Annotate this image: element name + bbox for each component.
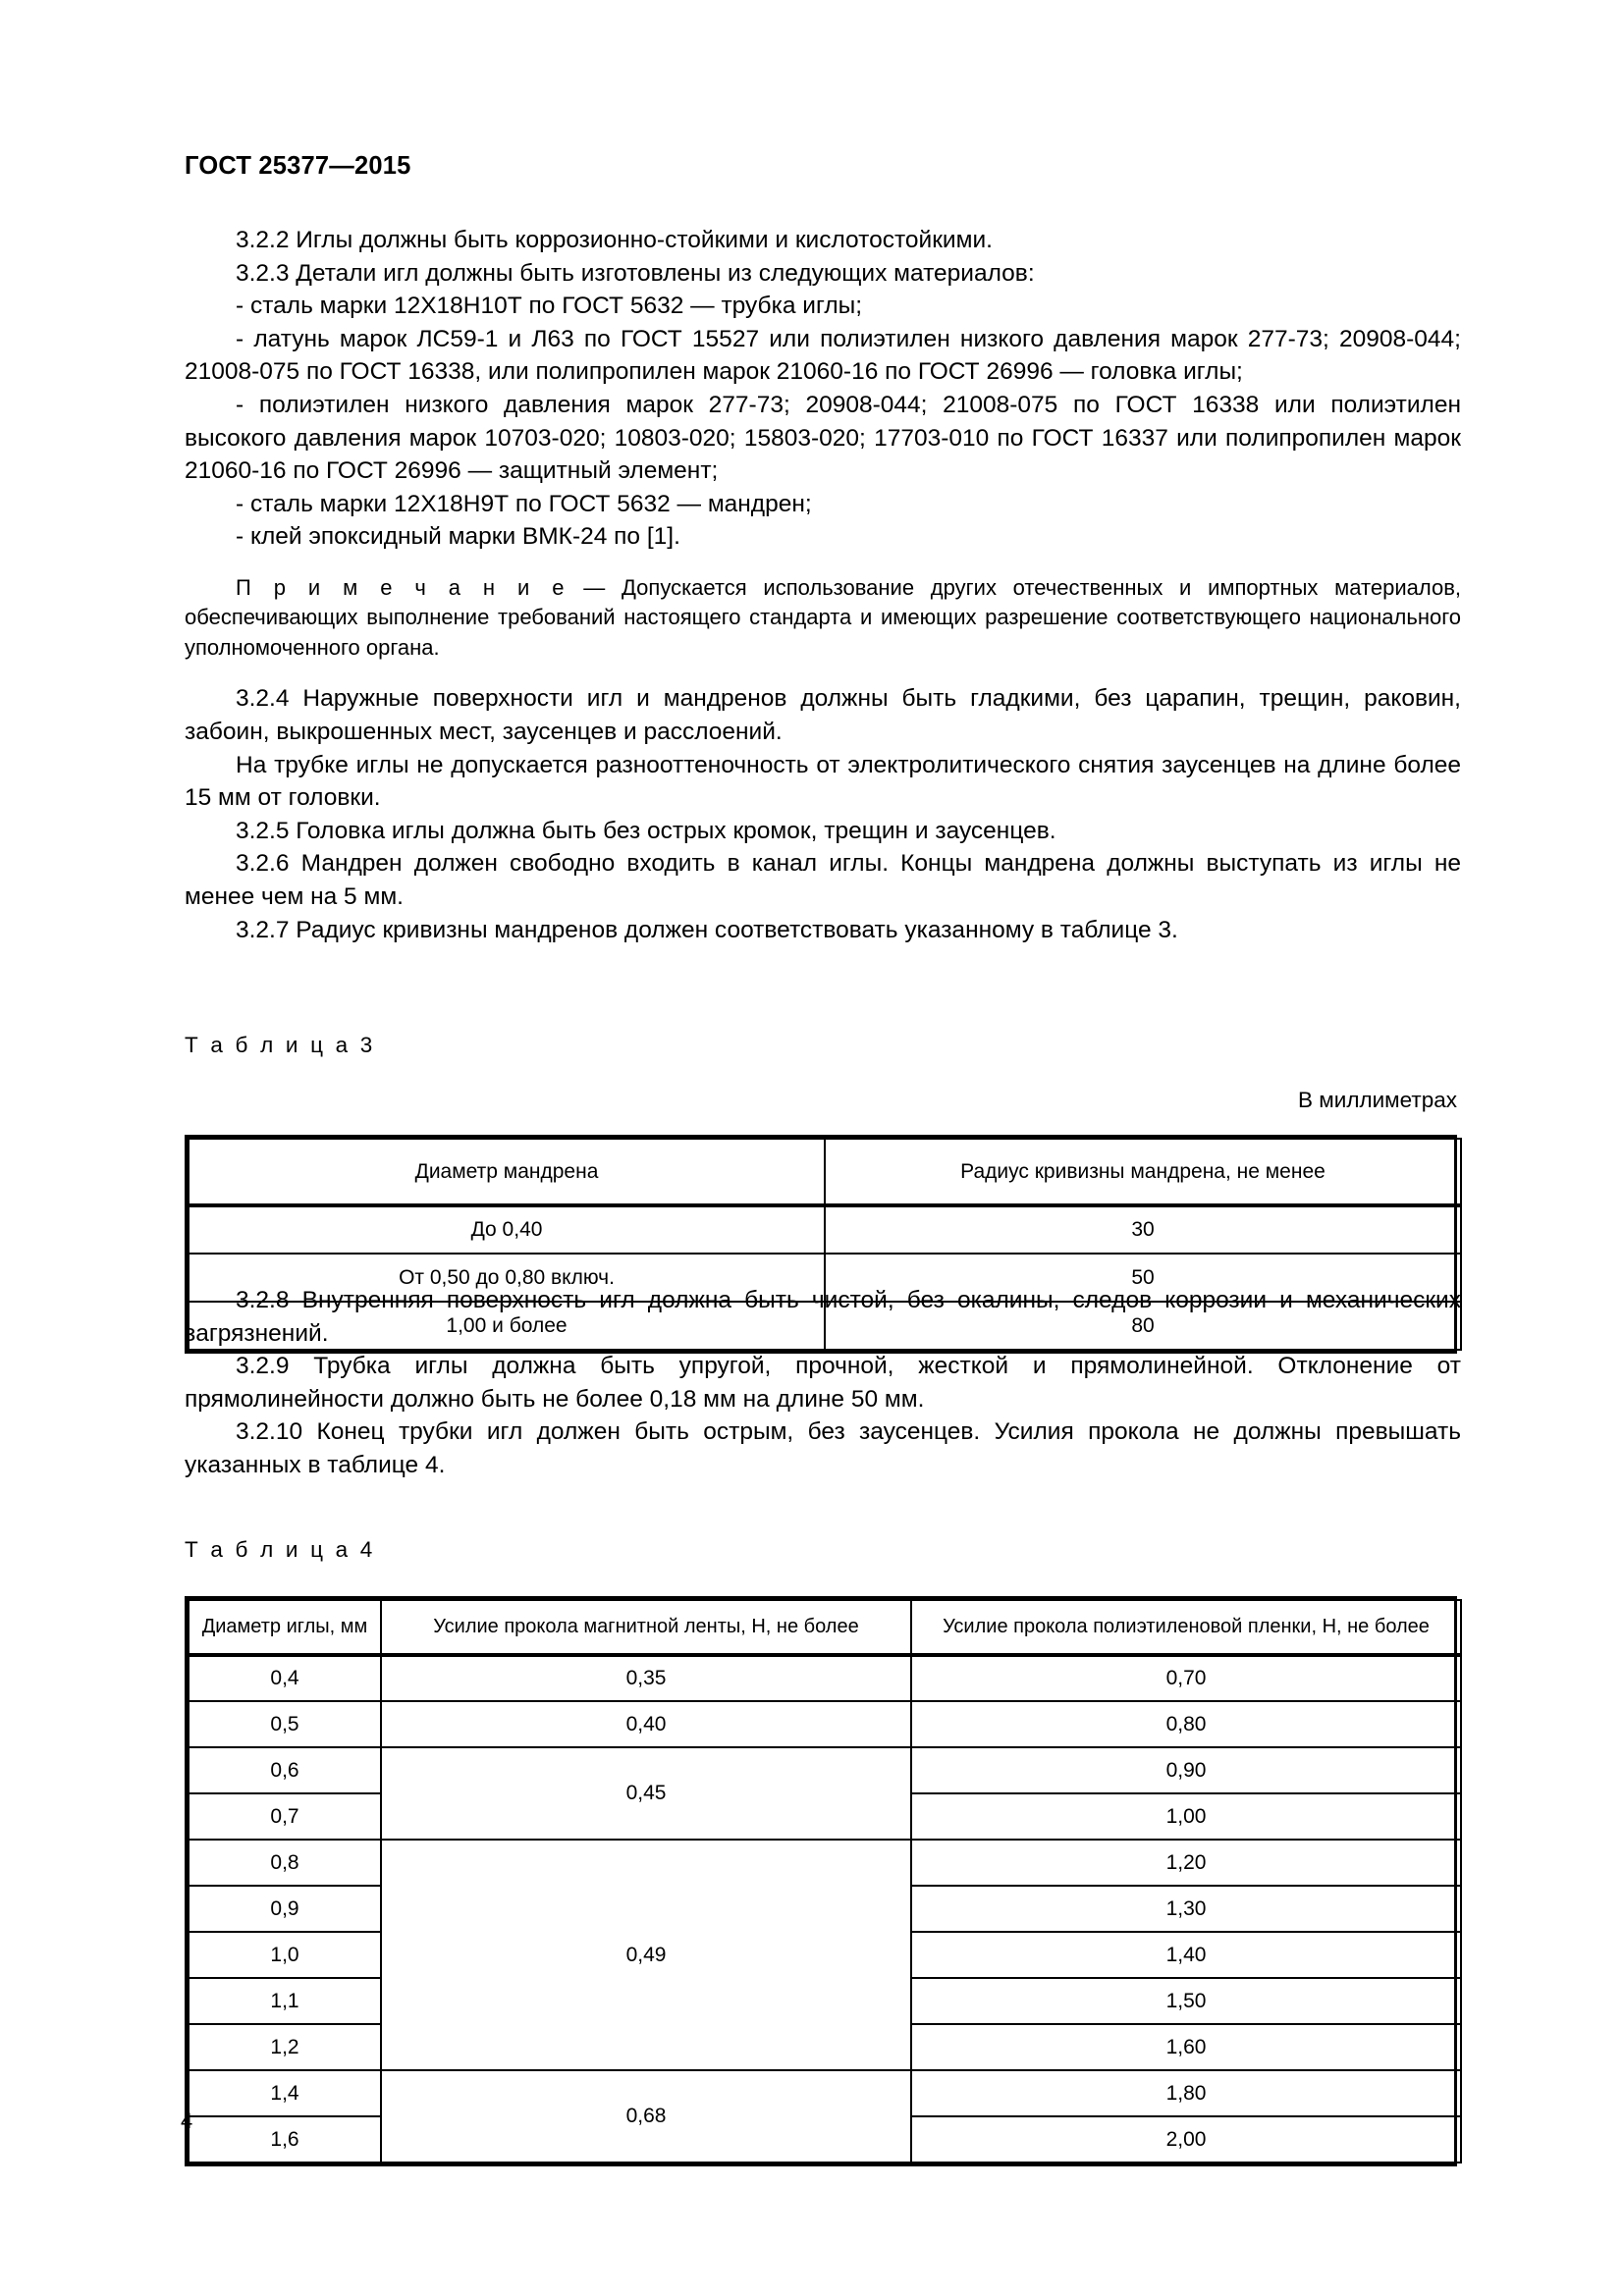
table-4-cell-diameter: 0,8 <box>189 1840 381 1886</box>
table-3-cell-radius: 80 <box>825 1302 1461 1350</box>
clause-3-2-4-continued: На трубке иглы не допускается разнооттеночность от электролитического снятия заусенцев на длине более 15 мм от головки. <box>185 751 1461 812</box>
clause-3-2-10: 3.2.10 Конец трубки игл должен быть острым, без заусенцев. Усилия прокола не должны превышать указанных в таблице 4. <box>185 1418 1461 1478</box>
table-4 <box>188 1599 1462 2163</box>
note-paragraph <box>185 573 1461 664</box>
table-row <box>189 2070 1461 2116</box>
table-4-cell-film-force: 1,60 <box>911 2024 1461 2070</box>
table-3-cell-diameter: 1,00 и более <box>189 1302 825 1350</box>
table-row <box>189 1747 1461 1793</box>
table-3-cell-diameter: От 0,50 до 0,80 включ. <box>189 1254 825 1302</box>
table-3-col-header-diameter: Диаметр мандрена <box>189 1139 825 1205</box>
table-4-cell-diameter: 0,6 <box>189 1747 381 1793</box>
table-4-cell-tape-force: 0,49 <box>381 1840 911 2070</box>
table-4-cell-diameter: 1,4 <box>189 2070 381 2116</box>
clause-3-2-7: 3.2.7 Радиус кривизны мандренов должен соответствовать указанному в таблице 3. <box>236 916 1178 943</box>
clause-3-2-2: 3.2.2 Иглы должны быть коррозионно-стойкими и кислотостойкими. <box>236 227 993 253</box>
table-4-cell-diameter: 0,9 <box>189 1886 381 1932</box>
material-bullet-steel-mandrel: - сталь марки 12Х18Н9Т по ГОСТ 5632 — мандрен; <box>236 490 812 517</box>
clause-3-2-4: 3.2.4 Наружные поверхности игл и мандренов должны быть гладкими, без царапин, трещин, раковин, забоин, выкрошенных мест, заусенцев и расслоений. <box>185 685 1461 746</box>
table-4-cell-film-force: 0,80 <box>911 1701 1461 1747</box>
table-4-cell-tape-force: 0,68 <box>381 2070 911 2163</box>
material-bullet-steel-tube: - сталь марки 12Х18Н10Т по ГОСТ 5632 — трубка иглы; <box>236 293 863 320</box>
table-row <box>189 1655 1461 1701</box>
table-row <box>189 1701 1461 1747</box>
table-3-cell-diameter: До 0,40 <box>189 1205 825 1254</box>
table-4-cell-diameter: 1,0 <box>189 1932 381 1978</box>
table-4-col-header-diameter: Диаметр иглы, мм <box>189 1600 381 1655</box>
material-bullet-polyethylene-shield: - полиэтилен низкого давления марок 277-73; 20908-044; 21008-075 по ГОСТ 16338 или полиэтилен высокого давления марок 10703-020; 10803-020; 15803-020; 17703-010 по ГОСТ 16337 или полипропилен марок 21060-16 по ГОСТ 26996 — защитный элемент; <box>185 391 1461 485</box>
table-4-col-header-film-force: Усилие прокола полиэтиленовой пленки, Н, не более <box>911 1600 1461 1655</box>
standard-header: ГОСТ 25377—2015 <box>185 152 411 180</box>
table-4-cell-film-force: 1,20 <box>911 1840 1461 1886</box>
table-4-cell-film-force: 1,80 <box>911 2070 1461 2116</box>
note-label: П р и м е ч а н и е <box>236 574 568 600</box>
table-4-cell-tape-force: 0,45 <box>381 1747 911 1840</box>
table-4-cell-tape-force: 0,35 <box>381 1655 911 1701</box>
table-3-units: В миллиметрах <box>1298 1088 1457 1112</box>
material-bullet-epoxy-glue: - клей эпоксидный марки ВМК-24 по [1]. <box>236 523 680 551</box>
table-3-caption: Т а б л и ц а 3 <box>185 1033 376 1057</box>
table-4-header-row <box>189 1600 1461 1655</box>
table-3-header-row <box>189 1139 1461 1205</box>
table-4-cell-diameter: 1,1 <box>189 1978 381 2024</box>
table-4-cell-film-force: 1,40 <box>911 1932 1461 1978</box>
table-4-caption: Т а б л и ц а 4 <box>185 1537 376 1562</box>
clause-3-2-5: 3.2.5 Головка иглы должна быть без острых кромок, трещин и заусенцев. <box>236 817 1056 844</box>
table-4-cell-film-force: 0,70 <box>911 1655 1461 1701</box>
page-number: 4 <box>181 2109 193 2133</box>
table-4-cell-diameter: 1,2 <box>189 2024 381 2070</box>
table-row <box>189 1205 1461 1254</box>
table-4-cell-film-force: 1,30 <box>911 1886 1461 1932</box>
clause-3-2-6: 3.2.6 Мандрен должен свободно входить в канал иглы. Концы мандрена должны выступать из иглы не менее чем на 5 мм. <box>185 850 1461 910</box>
table-4-block <box>185 1537 1457 2166</box>
table-4-cell-tape-force: 0,40 <box>381 1701 911 1747</box>
table-3-cell-radius: 50 <box>825 1254 1461 1302</box>
table-3-col-header-radius: Радиус кривизны мандрена, не менее <box>825 1139 1461 1205</box>
table-4-cell-diameter: 0,4 <box>189 1655 381 1701</box>
table-4-cell-diameter: 0,5 <box>189 1701 381 1747</box>
table-4-cell-diameter: 1,6 <box>189 2116 381 2163</box>
note-body: — Допускается использование других отечественных и импортных материалов, обеспечивающих выполнение требований настоящего стандарта и имеющих разрешение соответствующего национального уполномоченного органа. <box>185 574 1461 660</box>
table-4-cell-diameter: 0,7 <box>189 1793 381 1840</box>
table-4-body <box>189 1655 1461 2163</box>
material-bullet-brass-head: - латунь марок ЛС59-1 и Л63 по ГОСТ 15527 или полиэтилен низкого давления марок 277-73; 20908-044; 21008-075 по ГОСТ 16338, или полипропилен марок 21060-16 по ГОСТ 26996 — головка иглы; <box>185 325 1461 386</box>
body-text-after-table-3 <box>185 1284 1461 1482</box>
table-3-cell-radius: 30 <box>825 1205 1461 1254</box>
clause-3-2-8: 3.2.8 Внутренняя поверхность игл должна быть чистой, без окалины, следов коррозии и механических загрязнений. <box>185 1287 1461 1347</box>
table-4-frame <box>185 1596 1457 2166</box>
clause-3-2-9: 3.2.9 Трубка иглы должна быть упругой, прочной, жесткой и прямолинейной. Отклонение от прямолинейности должно быть не более 0,18 мм на длине 50 мм. <box>185 1353 1461 1413</box>
table-4-cell-film-force: 1,00 <box>911 1793 1461 1840</box>
table-4-col-header-tape-force: Усилие прокола магнитной ленты, Н, не более <box>381 1600 911 1655</box>
table-4-cell-film-force: 2,00 <box>911 2116 1461 2163</box>
clause-3-2-3: 3.2.3 Детали игл должны быть изготовлены из следующих материалов: <box>236 259 1035 287</box>
table-4-cell-film-force: 0,90 <box>911 1747 1461 1793</box>
table-4-cell-film-force: 1,50 <box>911 1978 1461 2024</box>
table-row <box>189 1840 1461 1886</box>
body-text <box>185 224 1461 946</box>
